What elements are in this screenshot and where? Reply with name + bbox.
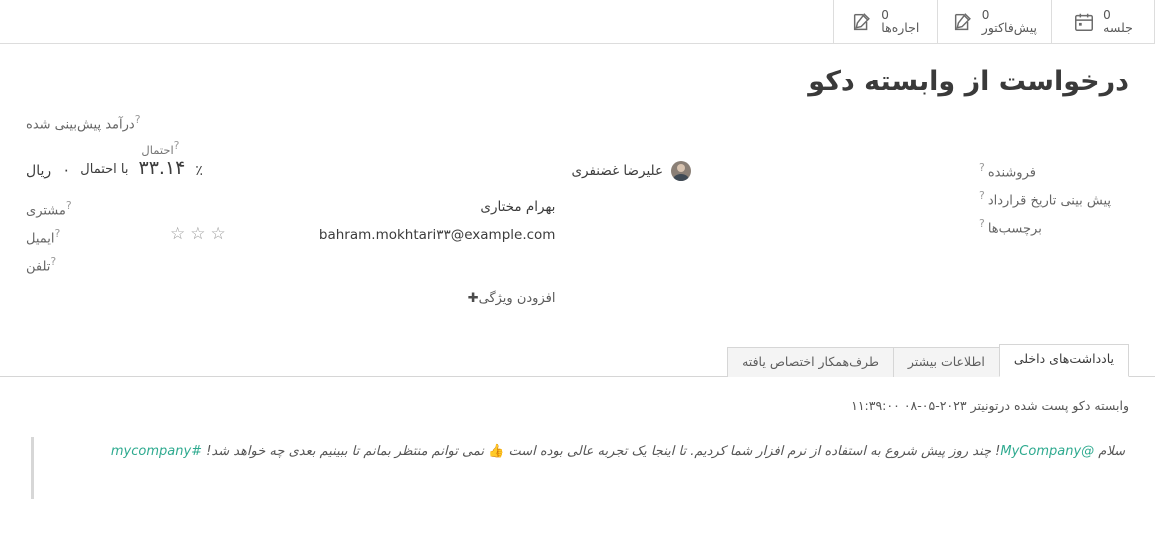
salesperson-name: علیرضا غضنفری: [571, 163, 664, 179]
plus-icon: ✚: [467, 290, 479, 306]
tab-extra-info[interactable]: اطلاعات بیشتر: [893, 347, 1000, 377]
help-icon[interactable]: ?: [65, 198, 72, 212]
probability-value: ۳۳.۱۴: [138, 156, 186, 179]
probability-label-text: احتمال: [141, 142, 174, 157]
field-label-salesperson: [979, 159, 1129, 180]
field-customer: [26, 197, 555, 219]
currency-label: ریال: [26, 162, 52, 179]
help-icon[interactable]: ?: [54, 226, 61, 240]
stat-count-rentals: 0: [881, 7, 889, 22]
page-title-row: [26, 66, 1129, 97]
tabs: [0, 344, 1155, 377]
form-area: [26, 111, 1129, 306]
field-value-customer[interactable]: بهرام مختاری: [480, 198, 556, 215]
priority-stars[interactable]: [170, 226, 226, 243]
help-icon[interactable]: ?: [134, 113, 141, 126]
help-icon[interactable]: ?: [979, 217, 985, 230]
priority-star-2[interactable]: ☆: [190, 224, 206, 244]
log-message-text: [26, 441, 1125, 464]
stat-count-quotations: 0: [981, 7, 990, 22]
log-hashtag[interactable]: #mycompany: [110, 444, 203, 459]
field-label-tags: [979, 215, 1129, 236]
field-label-phone-text: تلفن: [26, 259, 51, 275]
field-phone: [26, 253, 555, 275]
field-expected-closing: [555, 187, 1129, 209]
log-header-prefix: وابسته دکو پست شده در: [998, 398, 1129, 413]
percent-sign: ٪: [195, 162, 203, 179]
field-value-expected-closing[interactable]: [555, 187, 979, 189]
stat-label-meetings: جلسه: [1103, 20, 1133, 36]
field-label-expected-closing: [979, 187, 1129, 208]
thumbs-up-icon: 👍: [488, 444, 505, 459]
probability-block[interactable]: [139, 139, 186, 179]
priority-star-3[interactable]: ☆: [170, 224, 186, 244]
field-label-expected-revenue-text: درآمد پیش‌بینی شده: [26, 117, 135, 133]
log-mention[interactable]: @MyCompany: [1000, 444, 1095, 459]
stat-count-meetings: 0: [1103, 7, 1111, 22]
help-icon[interactable]: ?: [173, 139, 180, 152]
field-label-phone: [26, 253, 59, 274]
field-label-expected-revenue: [26, 111, 144, 132]
field-tags: [555, 215, 1129, 237]
help-icon[interactable]: ?: [979, 189, 985, 202]
form-column-secondary: [555, 111, 1129, 306]
tab-assigned-partner[interactable]: طرف‌همکار اختصاص یافته: [727, 347, 894, 377]
avatar: [671, 161, 691, 181]
field-value-email[interactable]: bahram.mokhtari۳۳@example.com: [318, 226, 556, 243]
stat-text-quotations: [982, 9, 1037, 35]
add-property-button[interactable]: [26, 291, 555, 306]
stat-text-meetings: [1103, 9, 1133, 35]
expected-revenue-amount: ۰: [62, 160, 71, 179]
stat-buttons-bar: [0, 0, 1155, 44]
field-value-phone[interactable]: [59, 253, 555, 255]
tab-internal-notes[interactable]: یادداشت‌های داخلی: [999, 344, 1129, 377]
expected-revenue-amount-block[interactable]: [26, 160, 70, 179]
field-value-tags[interactable]: [555, 215, 979, 217]
field-label-customer-text: مشتری: [26, 203, 66, 219]
stat-bar-filler: [0, 0, 833, 43]
stat-button-rentals[interactable]: [833, 0, 937, 43]
tabs-bar: [0, 344, 1155, 377]
stat-button-meetings[interactable]: [1051, 0, 1155, 43]
form-column-primary: [26, 111, 555, 306]
log-message-part2: ! چند روز پیش شروع به استفاده از نرم افزار شما کردیم. تا اینجا یک تجربه عالی بوده است: [504, 444, 1001, 459]
stat-label-quotations: پیش‌فاکتور: [981, 20, 1037, 36]
help-icon[interactable]: ?: [50, 254, 57, 268]
field-label-expected-closing-text: پیش بینی تاریخ قرارداد: [987, 193, 1111, 209]
stat-button-quotations[interactable]: [937, 0, 1051, 43]
field-value-salesperson[interactable]: [555, 159, 979, 181]
calendar-icon: [1073, 11, 1095, 33]
with-probability-label: با احتمال: [80, 161, 129, 177]
log-header-date: ۲۰۲۳-۰۵-۰۸ ۱۱:۳۹:۰۰: [851, 398, 967, 413]
log-accent-bar: [31, 437, 34, 499]
salesperson-chip[interactable]: [571, 161, 979, 181]
field-email: [26, 225, 555, 247]
expected-revenue-row: [26, 139, 555, 179]
log-header: [26, 390, 1129, 419]
help-icon[interactable]: ?: [979, 161, 985, 174]
log-message-part3: نمی توانم منتظر بمانم تا ببینیم بعدی چه خواهد شد!: [202, 444, 489, 459]
field-salesperson: [555, 159, 1129, 181]
edit-document-icon: [952, 11, 974, 33]
field-label-email: [26, 225, 63, 246]
field-expected-revenue: [26, 111, 555, 133]
stat-label-rentals: اجاره‌ها: [881, 20, 920, 36]
chatter-log: [0, 390, 1155, 464]
edit-document-icon: [851, 11, 873, 33]
page-title: درخواست از وابسته دکو: [808, 66, 1129, 97]
field-label-email-text: ایمیل: [26, 231, 55, 247]
probability-label: [139, 139, 186, 157]
log-message-part1: سلام: [1094, 444, 1125, 459]
field-label-salesperson-text: فروشنده: [987, 165, 1036, 181]
stat-text-rentals: [881, 9, 919, 35]
log-header-author[interactable]: تونیتر: [970, 398, 999, 413]
priority-star-1[interactable]: ☆: [210, 224, 226, 244]
field-label-tags-text: برچسب‌ها: [987, 221, 1042, 237]
log-message: [26, 441, 1129, 464]
add-property-label: افزودن ویژگی: [478, 290, 556, 306]
probability-value-row: [139, 157, 186, 179]
field-label-customer: [26, 197, 75, 218]
